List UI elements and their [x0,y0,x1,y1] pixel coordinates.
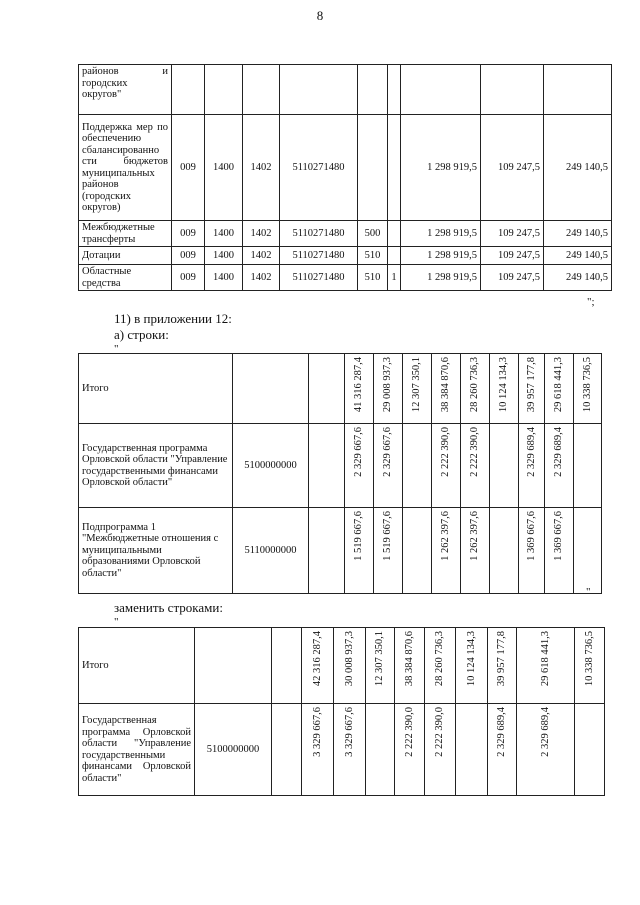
row-code-cell: 5100000000 [195,704,272,796]
empty-cell [272,628,302,704]
appendix-table-continuation [78,64,612,291]
table-cell: 510 [358,247,388,265]
value-cell [366,704,395,796]
value-cell-text: 39 957 177,8 [496,631,508,687]
value-cell [432,508,461,594]
appendix-12-rows-replacement [78,627,605,796]
table-cell [172,65,205,115]
table-cell: 5110271480 [280,115,358,221]
value-cell-text: 1 519 667,6 [353,511,365,561]
row-name-cell: Государственная программа Орловской области "Управление государственными финансами Орловской области" [79,424,233,508]
value-cell [425,704,456,796]
replace-with-text: заменить строками: [114,600,223,615]
value-cell [574,424,602,508]
table-cell: 1400 [205,265,243,291]
table-row [79,704,605,796]
value-cell-text: 3 329 667,6 [311,707,323,757]
table-row [79,265,612,291]
close-quote-2: " [586,586,591,598]
table-cell [388,247,401,265]
table-cell [388,221,401,247]
value-cell-text: 10 338 736,5 [581,357,593,413]
table-cell: 109 247,5 [481,247,544,265]
value-cell-text: 10 338 736,5 [583,631,595,687]
value-cell [302,628,334,704]
table-row [79,508,602,594]
value-cell [519,354,545,424]
value-cell [395,704,425,796]
value-cell [425,628,456,704]
table-cell [358,115,388,221]
open-quote-1: " [114,343,119,355]
row-name-cell: Государственная программа Орловской области "Управление государственными финансами Орловской области" [79,704,195,796]
table-row [79,247,612,265]
value-cell-text: 2 329 667,6 [382,427,394,477]
table-cell: 109 247,5 [481,115,544,221]
table-cell: 1 [388,265,401,291]
table-cell: 510 [358,265,388,291]
table-row [79,424,602,508]
value-cell [334,704,366,796]
row-name-cell: Дотации [79,247,172,265]
value-cell-text: 38 384 870,6 [403,631,415,687]
value-cell [345,424,374,508]
empty-cell [309,424,345,508]
value-cell-text: 3 329 667,6 [343,707,355,757]
table-cell: 009 [172,247,205,265]
table-cell: 1400 [205,221,243,247]
value-cell-text: 2 222 390,0 [440,427,452,477]
value-cell-text: 30 008 937,3 [343,631,355,687]
value-cell-text: 28 260 736,3 [434,631,446,687]
table-cell: 5110271480 [280,247,358,265]
value-cell [519,424,545,508]
table-cell: 1402 [243,265,280,291]
table-cell: 249 140,5 [544,265,612,291]
row-code-cell: 5110000000 [233,508,309,594]
value-cell [403,508,432,594]
row-name-cell: Подпрограмма 1 "Межбюджетные отношения с муниципальными образованиями Орловской области" [79,508,233,594]
table-cell: 5110271480 [280,265,358,291]
table-cell [401,65,481,115]
value-cell [461,424,490,508]
value-cell-text: 29 008 937,3 [382,357,394,413]
row-name-cell: Итого [79,354,233,424]
table-cell: 009 [172,221,205,247]
value-cell [461,354,490,424]
value-cell [488,704,517,796]
value-cell [545,354,574,424]
table-cell [205,65,243,115]
row-name-cell: Межбюджетные трансферты [79,221,172,247]
row-name-cell: районов и городских округов" [79,65,172,115]
table-cell: 009 [172,265,205,291]
value-cell [519,508,545,594]
value-cell [574,354,602,424]
value-cell [432,424,461,508]
value-cell [456,704,488,796]
table-cell: 1402 [243,115,280,221]
value-cell [575,704,605,796]
table-cell: 1402 [243,247,280,265]
value-cell-text: 1 262 397,6 [469,511,481,561]
table-row [79,628,605,704]
value-cell [488,628,517,704]
table-cell: 1400 [205,247,243,265]
value-cell [517,704,575,796]
value-cell-text: 29 618 441,3 [539,631,551,687]
row-name-cell: Поддержка мер по обеспечению сбалансированно сти бюджетов муниципальных районов (городских округов) [79,115,172,221]
value-cell-text: 28 260 736,3 [469,357,481,413]
value-cell [517,628,575,704]
table-cell: 1 298 919,5 [401,247,481,265]
value-cell [490,354,519,424]
value-cell [366,628,395,704]
value-cell-text: 2 329 689,4 [539,707,551,757]
value-cell-text: 1 369 667,6 [525,511,537,561]
value-cell-text: 12 307 350,1 [411,357,423,413]
value-cell [345,508,374,594]
table-row [79,354,602,424]
value-cell [334,628,366,704]
table-cell [358,65,388,115]
value-cell [461,508,490,594]
table-cell: 249 140,5 [544,247,612,265]
table-cell: 1402 [243,221,280,247]
value-cell [490,508,519,594]
value-cell [403,424,432,508]
value-cell-text: 1 262 397,6 [440,511,452,561]
row-name-cell: Областные средства [79,265,172,291]
table-row [79,221,612,247]
empty-cell [309,508,345,594]
row-code-cell [195,628,272,704]
table-cell: 1 298 919,5 [401,221,481,247]
table-cell [243,65,280,115]
value-cell [456,628,488,704]
value-cell [545,508,574,594]
item-11-text: 11) в приложении 12: [114,311,232,326]
appendix-12-rows-original [78,353,602,594]
value-cell [345,354,374,424]
value-cell [545,424,574,508]
table-cell: 5110271480 [280,221,358,247]
open-quote-3: " [114,616,119,628]
value-cell-text: 2 222 390,0 [469,427,481,477]
value-cell-text: 29 618 441,3 [553,357,565,413]
table-cell [388,65,401,115]
value-cell-text: 38 384 870,6 [440,357,452,413]
value-cell-text: 2 329 689,4 [496,707,508,757]
table-cell [481,65,544,115]
table-row [79,115,612,221]
value-cell [403,354,432,424]
value-cell-text: 10 124 134,3 [465,631,477,687]
empty-cell [309,354,345,424]
value-cell-text: 2 329 689,4 [525,427,537,477]
value-cell [374,424,403,508]
row-code-cell: 5100000000 [233,424,309,508]
table-cell: 500 [358,221,388,247]
item-a-text: а) строки: [114,327,169,342]
table-cell: 109 247,5 [481,265,544,291]
table-cell: 1400 [205,115,243,221]
value-cell-text: 12 307 350,1 [374,631,386,687]
value-cell [490,424,519,508]
table-cell: 109 247,5 [481,221,544,247]
value-cell-text: 42 316 287,4 [311,631,323,687]
table-cell: 1 298 919,5 [401,115,481,221]
value-cell [374,508,403,594]
value-cell [395,628,425,704]
table-cell: 1 298 919,5 [401,265,481,291]
value-cell-text: 10 124 134,3 [498,357,510,413]
value-cell-text: 1 519 667,6 [382,511,394,561]
row-code-cell [233,354,309,424]
table-cell [280,65,358,115]
value-cell [302,704,334,796]
table-cell: 009 [172,115,205,221]
value-cell-text: 2 222 390,0 [434,707,446,757]
table-cell [388,115,401,221]
table-cell [544,65,612,115]
table-cell: 249 140,5 [544,221,612,247]
table-cell: 249 140,5 [544,115,612,221]
value-cell-text: 2 222 390,0 [403,707,415,757]
page-number: 8 [316,8,324,23]
value-cell [574,508,602,594]
row-name-cell: Итого [79,628,195,704]
value-cell [575,628,605,704]
value-cell-text: 39 957 177,8 [525,357,537,413]
value-cell-text: 41 316 287,4 [353,357,365,413]
value-cell-text: 1 369 667,6 [553,511,565,561]
value-cell-text: 2 329 689,4 [553,427,565,477]
value-cell [432,354,461,424]
table1-closing-mark: "; [587,296,595,308]
empty-cell [272,704,302,796]
value-cell-text: 2 329 667,6 [353,427,365,477]
table-row [79,65,612,115]
value-cell [374,354,403,424]
